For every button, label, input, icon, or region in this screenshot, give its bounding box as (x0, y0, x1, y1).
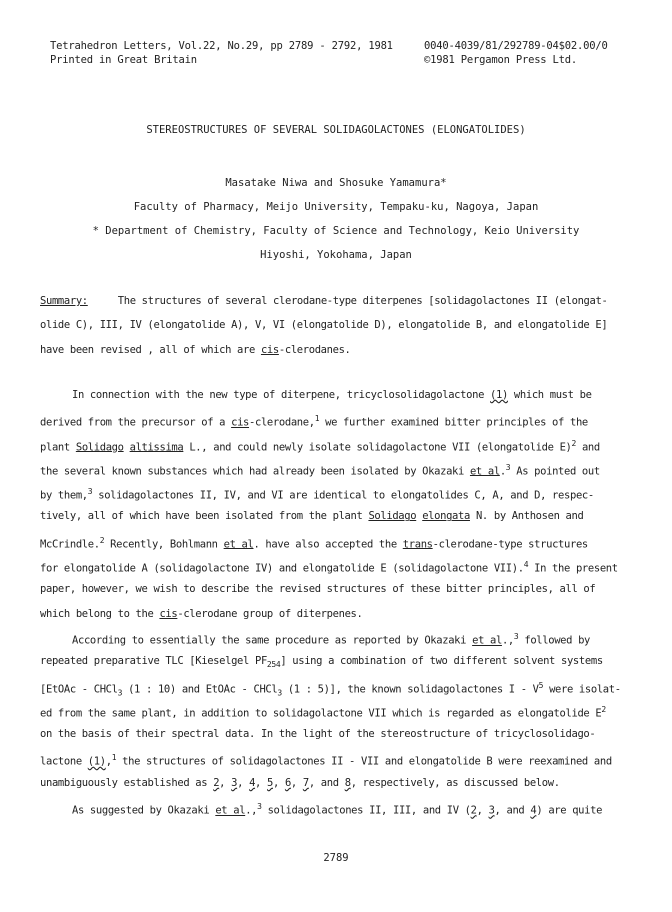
text-line: As suggested by Okazaki et al.,$^3$ solidagolactones II, III, and IV (2, 3, and 4) are quite (72, 802, 603, 817)
text-line: repeated preparative TLC [Kieselgel $PF_{254}$] using a combination of two different solvent systems (40, 655, 603, 670)
citation: 2 (601, 704, 606, 714)
printed-in: Printed in Great Britain (50, 54, 197, 66)
text-line: unambiguously established as 2, 3, 4, 5, 6, 7, and 8, respectively, as discussed below. (40, 776, 560, 789)
summary-line: have been revised , all of which are cis-clerodanes. (40, 343, 351, 356)
summary-label: Summary: (40, 295, 88, 307)
compound-ref: 7 (302, 776, 309, 789)
citation: 2 (99, 535, 105, 545)
text-line: [EtOAc - CHCl$_3$ (1 : 10) and EtOAc - CHCl$_3$ (1 : 5)], the known solidagolactones I - $V^5$ were isolat- (40, 680, 621, 698)
text-line: the several known substances which had already been isolated by Okazaki et al.$^3$ As pointed out (40, 462, 600, 478)
citation: 1 (314, 414, 320, 424)
paper-title: STEREOSTRUCTURES OF SEVERAL SOLIDAGOLACTONES (ELONGATOLIDES) (146, 124, 526, 136)
text-line: ed from the same plant, in addition to solidagolactone VII which is regarded as elongatolide $E^2$ (40, 704, 606, 720)
affiliation-2: * Department of Chemistry, Faculty of Science and Technology, Keio University (92, 225, 580, 237)
text-line: by them,$^3$ solidagolactones II, IV, and VI are identical to elongatolides C, A, and D, respec- (40, 487, 594, 502)
article-code: 0040-4039/81/292789-04$02.00/0 (424, 40, 608, 52)
compound-ref: (1) (490, 389, 508, 401)
authors: Masatake Niwa and Shosuke Yamamura* (225, 177, 447, 189)
citation: 1 (111, 753, 117, 763)
journal-header (50, 39, 393, 67)
body-paragraph-2 (40, 625, 640, 795)
compound-ref: 4 (530, 804, 537, 817)
journal-citation: Tetrahedron Letters, Vol.22, No.29, pp 2789 - 2792, 1981 (50, 40, 393, 52)
text-line: lactone (1),$^1$ the structures of solidagolactones II - VII and elongatolide B were reexamined and (40, 753, 612, 768)
compound-ref: 6 (284, 776, 291, 789)
copyright: ©1981 Pergamon Press Ltd. (424, 54, 578, 66)
citation: 4 (523, 560, 529, 570)
compound-ref: 2 (470, 804, 477, 817)
compound-ref: 4 (249, 776, 256, 789)
text-line: plant Solidago altissima L., and could newly isolate solidagolactone VII (elongatolide E)$^2$ and (40, 438, 600, 454)
citation: 3 (87, 487, 93, 497)
text-line: According to essentially the same procedure as reported by Okazaki et al.,$^3$ followed by (72, 632, 591, 647)
citation: 3 (513, 632, 519, 641)
body-paragraph-1 (40, 383, 640, 626)
compound-ref: 8 (344, 776, 351, 789)
citation: 3 (505, 462, 511, 472)
compound-ref: 2 (213, 776, 220, 789)
citation: 2 (571, 438, 576, 448)
text-line: tively, all of which have been isolated from the plant Solidago elongata N. by Anthosen and (40, 510, 584, 523)
text-line: paper, however, we wish to describe the revised structures of these bitter principles, all of (40, 583, 596, 596)
affiliation-1: Faculty of Pharmacy, Meijo University, Tempaku-ku, Nagoya, Japan (133, 201, 539, 213)
text-line: McCrindle.$^2$ Recently, Bohlmann et al. have also accepted the trans-clerodane-type structures (40, 535, 588, 551)
compound-ref: 3 (231, 776, 238, 789)
compound-ref: 5 (267, 776, 273, 789)
text-line: In connection with the new type of diterpene, tricyclosolidagolactone (1) which must be (72, 389, 592, 401)
body-paragraph-3 (40, 795, 640, 819)
citation: 5 (538, 680, 544, 690)
compound-ref: 3 (488, 804, 495, 817)
affiliation-3: Hiyoshi, Yokohama, Japan (260, 249, 412, 261)
summary (40, 289, 640, 362)
text-line: which belong to the cis-clerodane group of diterpenes. (40, 607, 363, 620)
citation: 3 (257, 802, 262, 811)
summary-line: olide C), III, IV (elongatolide A), V, VI (elongatolide D), elongatolide B, and elongatolide E] (40, 319, 608, 332)
compound-ref: (1) (87, 755, 106, 768)
page-number: 2789 (323, 852, 349, 864)
text-line: on the basis of their spectral data. In the light of the stereostructure of tricyclosolidago- (40, 728, 596, 741)
summary-line: Summary: The structures of several clerodane-type diterpenes [solidagolactones II (elongat- (40, 295, 608, 307)
copyright-header (424, 39, 608, 67)
text-line: derived from the precursor of a cis-clerodane,$^1$ we further examined bitter principles of the (40, 414, 588, 429)
text-line: for elongatolide A (solidagolactone IV) and elongatolide E (solidagolactone VII).$^4$ In the present (40, 560, 618, 575)
